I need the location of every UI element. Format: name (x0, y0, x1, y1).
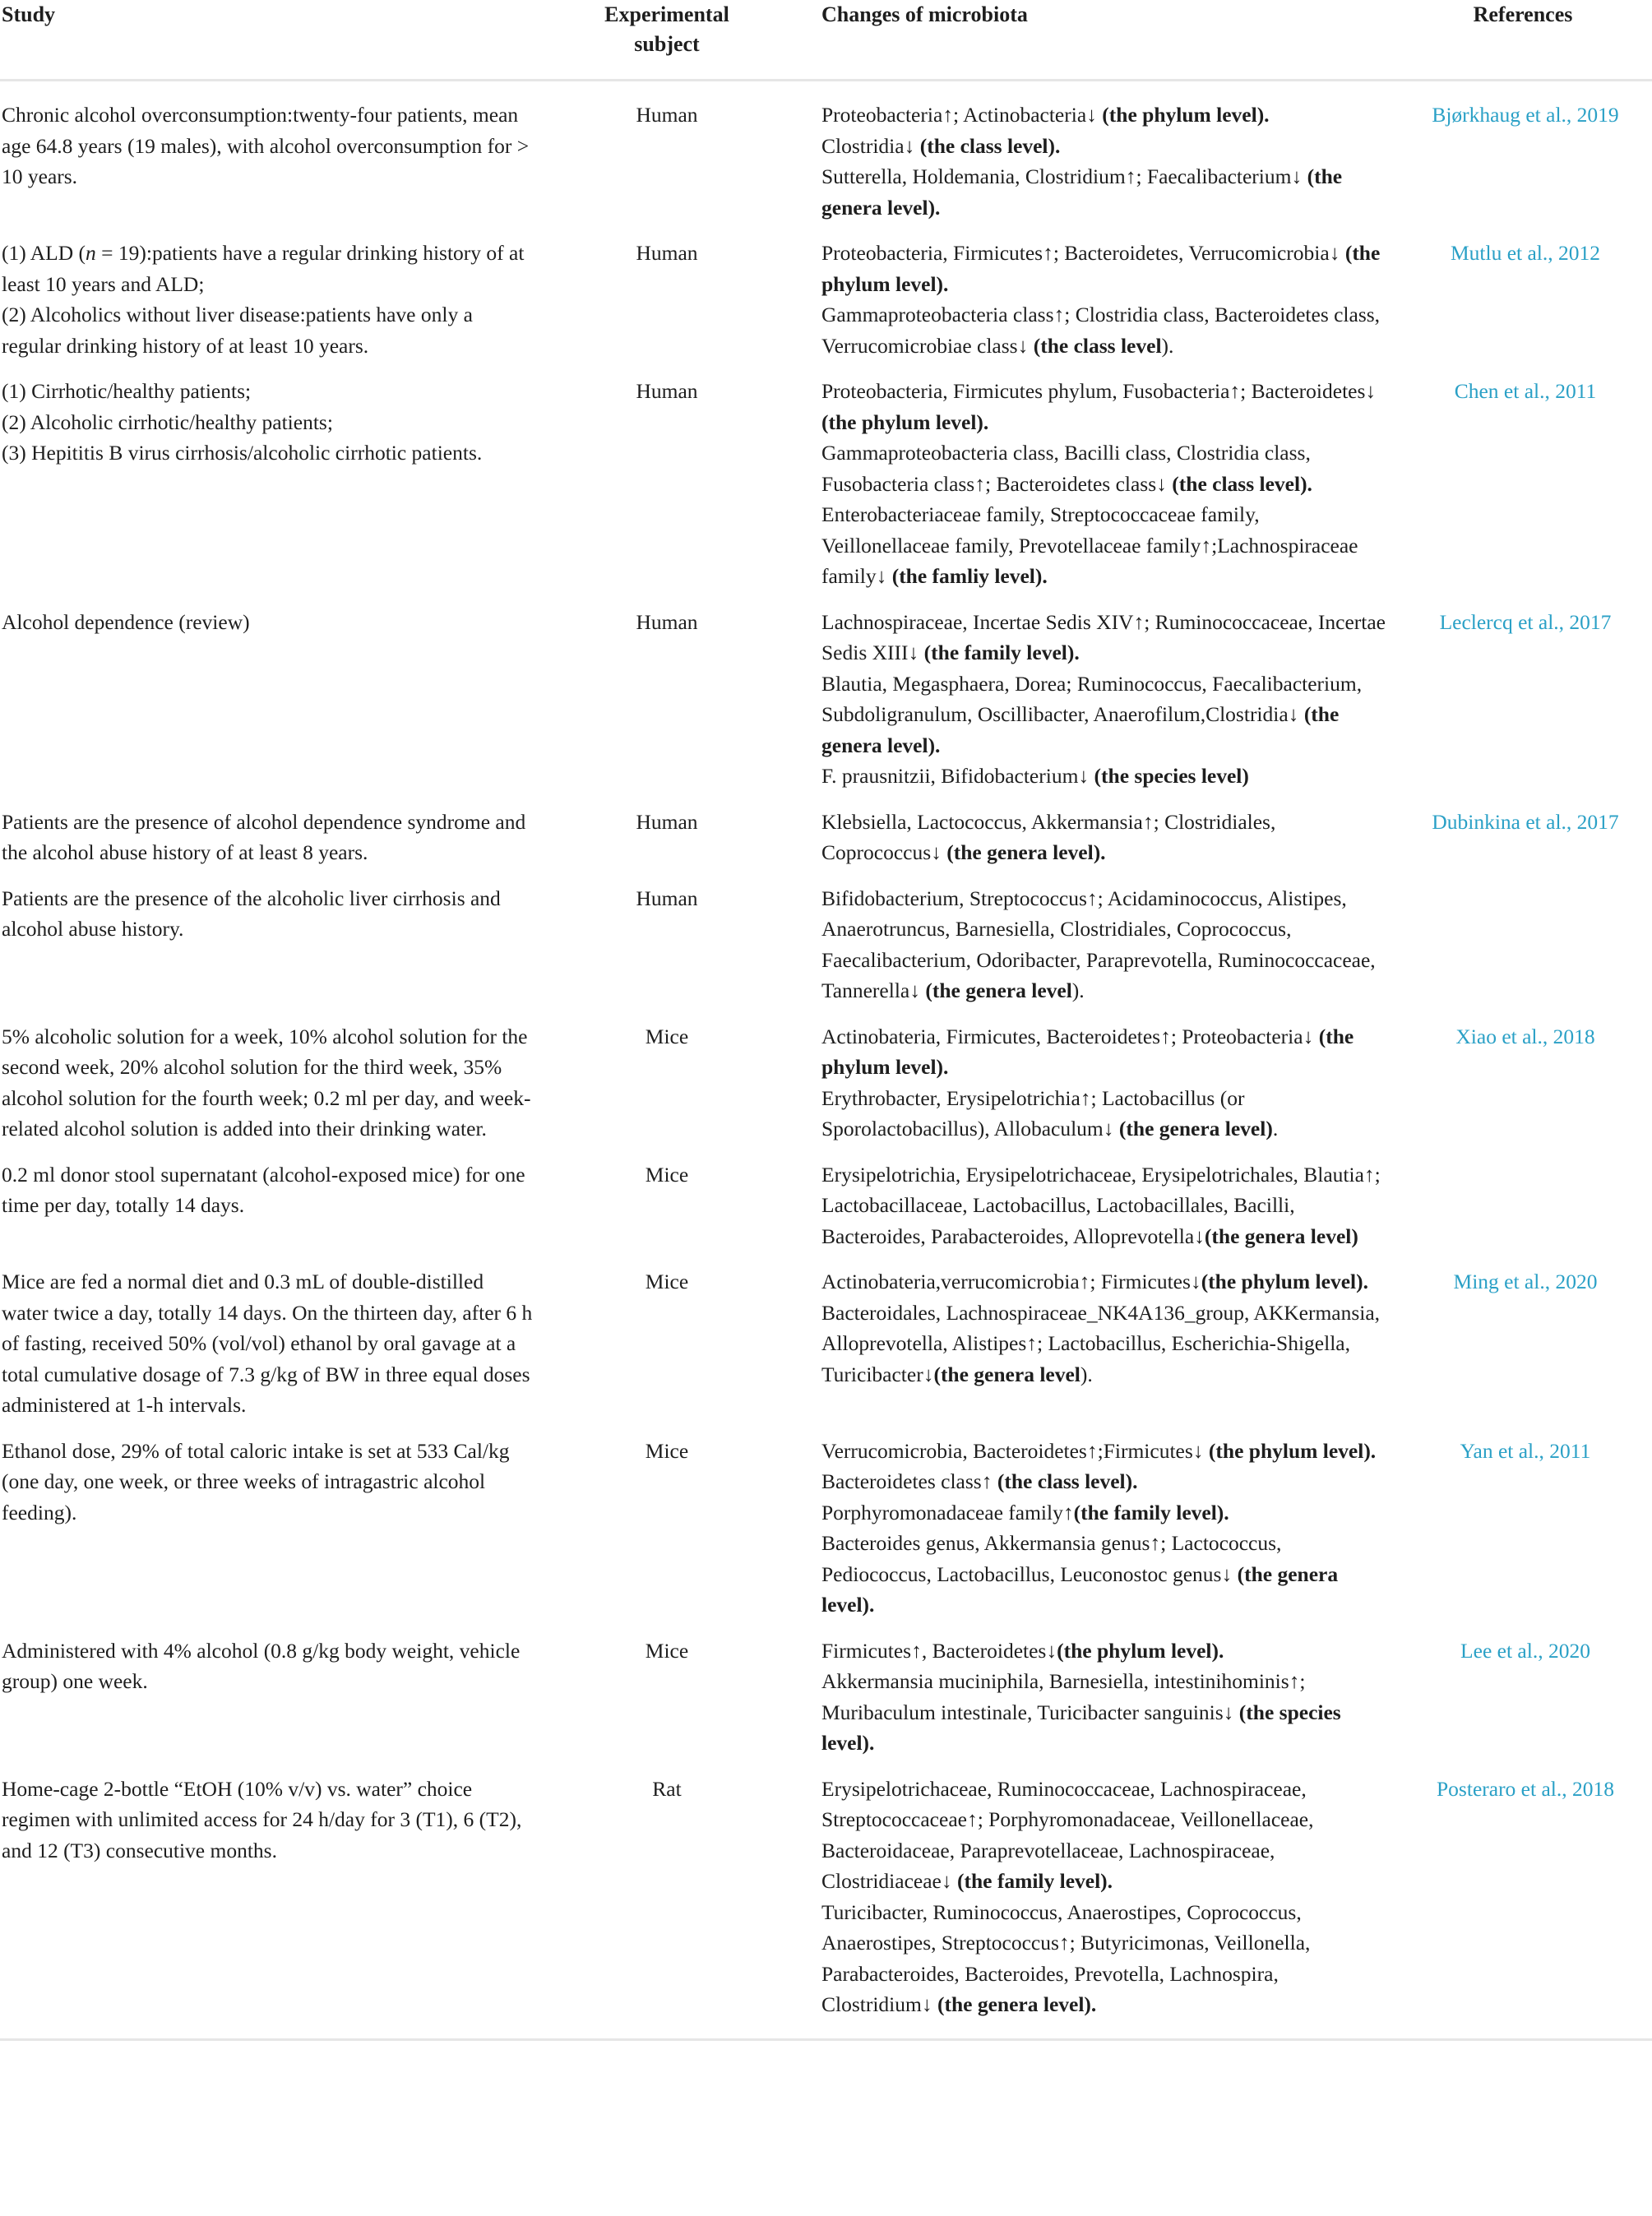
taxa-text: Bacteroidales, Lachnospiraceae_NK4A136_group, AKKermansia, Alloprevotella, Alistipes↑; Lactobacillus, Escherichia-Shigella, Turicibacter↓ (821, 1300, 1381, 1386)
experimental-subject-cell: Human (636, 609, 698, 634)
microbiota-changes-cell (789, 1145, 1394, 1252)
microbiota-changes-cell (789, 868, 1394, 1006)
taxonomic-level-label: (the phylum level). (1201, 1270, 1368, 1293)
microbiota-changes-cell (789, 1421, 1394, 1621)
taxonomic-level-label: (the family level). (1073, 1500, 1229, 1524)
study-cell (0, 1759, 545, 2038)
change-line (821, 883, 1387, 1006)
change-line (821, 607, 1387, 669)
table-row (0, 1621, 1652, 1759)
change-line (821, 161, 1387, 223)
taxa-text: Proteobacteria↑; Actinobacteria↓ (821, 103, 1103, 127)
change-line (821, 1774, 1387, 1897)
header-references: References (1394, 0, 1652, 81)
table-row (0, 792, 1652, 868)
taxa-text: ). (1161, 333, 1174, 358)
experimental-subject-cell: Human (636, 241, 698, 265)
change-line (821, 1528, 1387, 1621)
study-line: 5% alcoholic solution for a week, 10% alcohol solution for the second week, 20% alcohol solution for the third week, 35% alcohol solution for the fourth week; 0.2 ml per day, and week-related alcohol solution is added into their drinking water. (2, 1024, 531, 1140)
microbiota-changes-cell (789, 592, 1394, 792)
taxonomic-level-label: (the phylum level). (821, 241, 1381, 296)
taxa-text: Firmicutes↑, Bacteroidetes↓ (821, 1638, 1057, 1663)
study-cell (0, 868, 545, 1006)
reference-link[interactable]: Chen et al., 2011 (1454, 379, 1597, 403)
taxonomic-level-label: (the phylum level). (1208, 1438, 1377, 1463)
taxa-text: Actinobateria, Firmicutes, Bacteroidetes↑; Proteobacteria↓ (821, 1024, 1319, 1048)
table-row (0, 1421, 1652, 1621)
study-cell (0, 81, 545, 224)
header-experimental-subject: Experimental subject (545, 0, 789, 81)
taxa-text: Gammaproteobacteria class↑; Clostridia class, Bacteroidetes class, Verrucomicrobiae class↓ (821, 303, 1381, 358)
taxonomic-level-label: (the genera level). (821, 1561, 1339, 1617)
experimental-subject-cell: Human (636, 809, 698, 834)
microbiota-changes-cell (789, 1006, 1394, 1145)
taxonomic-level-label: (the species level) (1094, 764, 1249, 788)
taxa-text: Lachnospiraceae, Incertae Sedis XIV↑; Ruminococcaceae, Incertae Sedis XIII↓ (821, 609, 1386, 664)
taxa-text: Verrucomicrobia, Bacteroidetes↑;Firmicutes↓ (821, 1438, 1209, 1463)
microbiota-changes-cell (789, 81, 1394, 224)
study-cell (0, 1421, 545, 1621)
microbiota-changes-cell (789, 223, 1394, 361)
study-line: (2) Alcoholic cirrhotic/healthy patients; (2, 409, 333, 434)
taxonomic-level-label: (the phylum level). (821, 409, 989, 434)
taxa-text: Blautia, Megasphaera, Dorea; Ruminococcus, Faecalibacterium, Subdoligranulum, Oscillibacter, Anaerofilum,Clostridia↓ (821, 671, 1363, 726)
change-line (821, 1436, 1387, 1467)
study-line: Chronic alcohol overconsumption:twenty-four patients, mean age 64.8 years (19 males), with alcohol overconsumption for > 10 years. (2, 103, 530, 188)
taxa-text: Turicibacter, Ruminococcus, Anaerostipes, Coprococcus, Anaerostipes, Streptococcus↑; Butyricimonas, Veillonella, Parabacteroides, Bacteroides, Prevotella, Lachnospira, Clostridium↓ (821, 1899, 1311, 2016)
taxonomic-level-label: (the famliy level). (891, 564, 1048, 588)
table-row (0, 868, 1652, 1006)
taxa-text: Porphyromonadaceae family↑ (821, 1500, 1074, 1524)
study-line: Patients are the presence of alcohol dependence syndrome and the alcohol abuse history of at least 8 years. (2, 809, 526, 864)
table-row (0, 592, 1652, 792)
change-line (821, 1266, 1387, 1390)
taxonomic-level-label: (the phylum level). (1102, 103, 1270, 127)
table-header (0, 0, 1652, 81)
experimental-subject-cell: Mice (645, 1270, 689, 1293)
study-line: (3) Hepititis B virus cirrhosis/alcoholic cirrhotic patients. (2, 441, 483, 465)
reference-link (1394, 868, 1652, 1006)
experimental-subject-cell: Mice (645, 1438, 689, 1463)
table-row (0, 81, 1652, 224)
microbiota-changes-cell (789, 361, 1394, 592)
taxa-text: Akkermansia muciniphila, Barnesiella, intestinihominis↑; Muribaculum intestinale, Turicibacter sanguinis↓ (821, 1669, 1306, 1724)
taxonomic-level-label: (the phylum level). (821, 1024, 1354, 1079)
study-cell (0, 792, 545, 868)
study-line: Patients are the presence of the alcoholic liver cirrhosis and alcohol abuse history. (2, 886, 501, 941)
change-line (821, 238, 1387, 299)
taxonomic-level-label: (the class level (1033, 333, 1162, 358)
taxonomic-level-label: (the genera level) (1204, 1224, 1358, 1248)
study-cell (0, 592, 545, 792)
taxa-text: Bacteroides genus, Akkermansia genus↑; Lactococcus, Pediococcus, Lactobacillus, Leuconostoc genus↓ (821, 1531, 1282, 1586)
experimental-subject-cell: Human (636, 103, 698, 127)
table-body (0, 81, 1652, 2038)
experimental-subject-cell: Mice (645, 1024, 689, 1048)
study-cell (0, 1251, 545, 1421)
reference-link[interactable]: Dubinkina et al., 2017 (1432, 809, 1619, 834)
study-cell (0, 1006, 545, 1145)
taxa-text: Sutterella, Holdemania, Clostridium↑; Faecalibacterium↓ (821, 164, 1307, 188)
taxa-text: Clostridia↓ (821, 133, 920, 158)
header-changes-of-microbiota: Changes of microbiota (789, 0, 1394, 81)
taxa-text: Enterobacteriaceae family, Streptococcaceae family, Veillonellaceae family, Prevotellaceae family↑;Lachnospiraceae family↓ (821, 502, 1358, 588)
change-line (821, 131, 1387, 162)
change-line (821, 1159, 1387, 1252)
study-cell (0, 1621, 545, 1759)
change-line (821, 807, 1387, 868)
taxonomic-level-label: (the genera level (933, 1362, 1081, 1386)
taxa-text: Erysipelotrichia, Erysipelotrichaceae, Erysipelotrichales, Blautia↑; Lactobacillaceae, Lactobacillus, Lactobacillales, Bacilli, Bacteroides, Parabacteroides, Alloprevotella↓ (821, 1162, 1381, 1248)
change-line (821, 761, 1387, 792)
taxa-text: Proteobacteria, Firmicutes↑; Bacteroidetes, Verrucomicrobia↓ (821, 241, 1345, 265)
taxonomic-level-label: (the class level). (1172, 471, 1312, 496)
study-line: Administered with 4% alcohol (0.8 g/kg body weight, vehicle group) one week. (2, 1638, 521, 1693)
study-line: Home-cage 2-bottle “EtOH (10% v/v) vs. water” choice regimen with unlimited access for 24 h/day for 3 (T1), 6 (T2), and 12 (T3) consecutive months. (2, 1776, 522, 1862)
reference-link[interactable]: Bjørkhaug et al., 2019 (1432, 103, 1619, 127)
taxa-text: Erysipelotrichaceae, Ruminococcaceae, Lachnospiraceae, Streptococcaceae↑; Porphyromonadaceae, Veillonellaceae, Bacteroidaceae, Paraprevotellaceae, Lachnospiraceae, Clostridiaceae↓ (821, 1776, 1314, 1893)
study-line: (2) Alcoholics without liver disease:patients have only a regular drinking history of at least 10 years. (2, 303, 473, 358)
taxonomic-level-label: (the family level). (923, 641, 1080, 664)
microbiota-changes-cell (789, 1251, 1394, 1421)
table-row (0, 1251, 1652, 1421)
taxa-text: Gammaproteobacteria class, Bacilli class, Clostridia class, Fusobacteria class↑; Bacteroidetes class↓ (821, 441, 1311, 496)
header-study: Study (0, 0, 545, 81)
change-line (821, 376, 1387, 437)
table-row (0, 223, 1652, 361)
experimental-subject-cell: Human (636, 379, 698, 403)
taxonomic-level-label: (the genera level). (946, 840, 1106, 864)
change-line (821, 1021, 1387, 1083)
experimental-subject-cell: Human (636, 886, 698, 910)
change-line (821, 299, 1387, 361)
change-line (821, 1635, 1387, 1667)
taxonomic-level-label: (the genera level) (1118, 1117, 1273, 1140)
study-line: Ethanol dose, 29% of total caloric intake is set at 533 Cal/kg (one day, one week, or three weeks of intragastric alcohol feeding). (2, 1438, 510, 1524)
reference-link (1394, 1145, 1652, 1252)
study-cell (0, 361, 545, 592)
table-row (0, 361, 1652, 592)
taxa-text: F. prausnitzii, Bifidobacterium↓ (821, 764, 1094, 788)
table-row (0, 1759, 1652, 2038)
taxonomic-level-label: (the class level). (919, 133, 1061, 158)
microbiota-changes-cell (789, 1621, 1394, 1759)
taxonomic-level-label: (the family level). (956, 1869, 1113, 1893)
taxonomic-level-label: (the genera level (925, 978, 1072, 1002)
header-row (0, 0, 1652, 81)
taxonomic-level-label: (the species level). (821, 1700, 1341, 1755)
experimental-subject-cell: Mice (645, 1638, 689, 1663)
change-line (821, 669, 1387, 761)
taxonomic-level-label: (the genera level). (821, 702, 1340, 757)
reference-link[interactable]: Leclercq et al., 2017 (1439, 609, 1612, 634)
change-line (821, 499, 1387, 592)
study-line: 0.2 ml donor stool supernatant (alcohol-exposed mice) for one time per day, totally 14 days. (2, 1162, 525, 1217)
microbiota-changes-cell (789, 1759, 1394, 2038)
taxa-text: Klebsiella, Lactococcus, Akkermansia↑; Clostridiales, Coprococcus↓ (821, 809, 1276, 864)
study-line: Mice are fed a normal diet and 0.3 mL of double-distilled water twice a day, totally 14 days. On the thirteen day, after 6 h of fasting, received 50% (vol/vol) ethanol by oral gavage at a total cumulative dosage of 7.3 g/kg of BW in three equal doses administered at 1-h intervals. (2, 1270, 533, 1417)
study-cell (0, 223, 545, 361)
reference-link[interactable]: Yan et al., 2011 (1460, 1438, 1591, 1463)
study-line: (1) Cirrhotic/healthy patients; (2, 379, 252, 403)
study-line: Alcohol dependence (review) (2, 609, 250, 634)
change-line (821, 1497, 1387, 1529)
taxa-text: Bifidobacterium, Streptococcus↑; Acidaminococcus, Alistipes, Anaerotruncus, Barnesiella, Clostridiales, Coprococcus, Faecalibacterium, Odoribacter, Paraprevotella, Ruminococcaceae, Tannerella↓ (821, 886, 1376, 1002)
experimental-subject-cell: Mice (645, 1162, 689, 1187)
study-line: (1) ALD (n = 19):patients have a regular drinking history of at least 10 years and ALD; (2, 241, 525, 296)
taxa-text: Bacteroidetes class↑ (821, 1469, 997, 1493)
taxonomic-level-label: (the phylum level). (1057, 1638, 1224, 1663)
change-line (821, 1083, 1387, 1145)
reference-link[interactable]: Ming et al., 2020 (1453, 1270, 1598, 1293)
study-cell (0, 1145, 545, 1252)
taxonomic-level-label: (the genera level). (937, 1992, 1097, 2016)
table-row (0, 1145, 1652, 1252)
change-line (821, 1466, 1387, 1497)
change-line (821, 1666, 1387, 1759)
microbiota-changes-cell (789, 792, 1394, 868)
taxonomic-level-label: (the genera level). (821, 164, 1343, 220)
reference-link[interactable]: Mutlu et al., 2012 (1450, 241, 1601, 265)
taxa-text: . (1272, 1117, 1279, 1140)
reference-link[interactable]: Lee et al., 2020 (1460, 1638, 1590, 1663)
change-line (821, 1897, 1387, 2020)
table-row (0, 1006, 1652, 1145)
taxa-text: ). (1080, 1362, 1093, 1386)
table-bottom-rule (0, 2038, 1652, 2041)
taxa-text: Erythrobacter, Erysipelotrichia↑; Lactobacillus (or Sporolactobacillus), Allobaculum↓ (821, 1085, 1245, 1140)
change-line (821, 437, 1387, 499)
taxa-text: Proteobacteria, Firmicutes phylum, Fusobacteria↑; Bacteroidetes↓ (821, 379, 1377, 403)
taxa-text: ). (1071, 978, 1085, 1002)
experimental-subject-cell: Rat (652, 1776, 682, 1801)
taxa-text: Actinobateria,verrucomicrobia↑; Firmicutes↓ (821, 1270, 1201, 1293)
taxonomic-level-label: (the class level). (997, 1469, 1138, 1493)
change-line (821, 99, 1387, 131)
reference-link[interactable]: Posteraro et al., 2018 (1437, 1776, 1614, 1801)
reference-link[interactable]: Xiao et al., 2018 (1455, 1024, 1595, 1048)
